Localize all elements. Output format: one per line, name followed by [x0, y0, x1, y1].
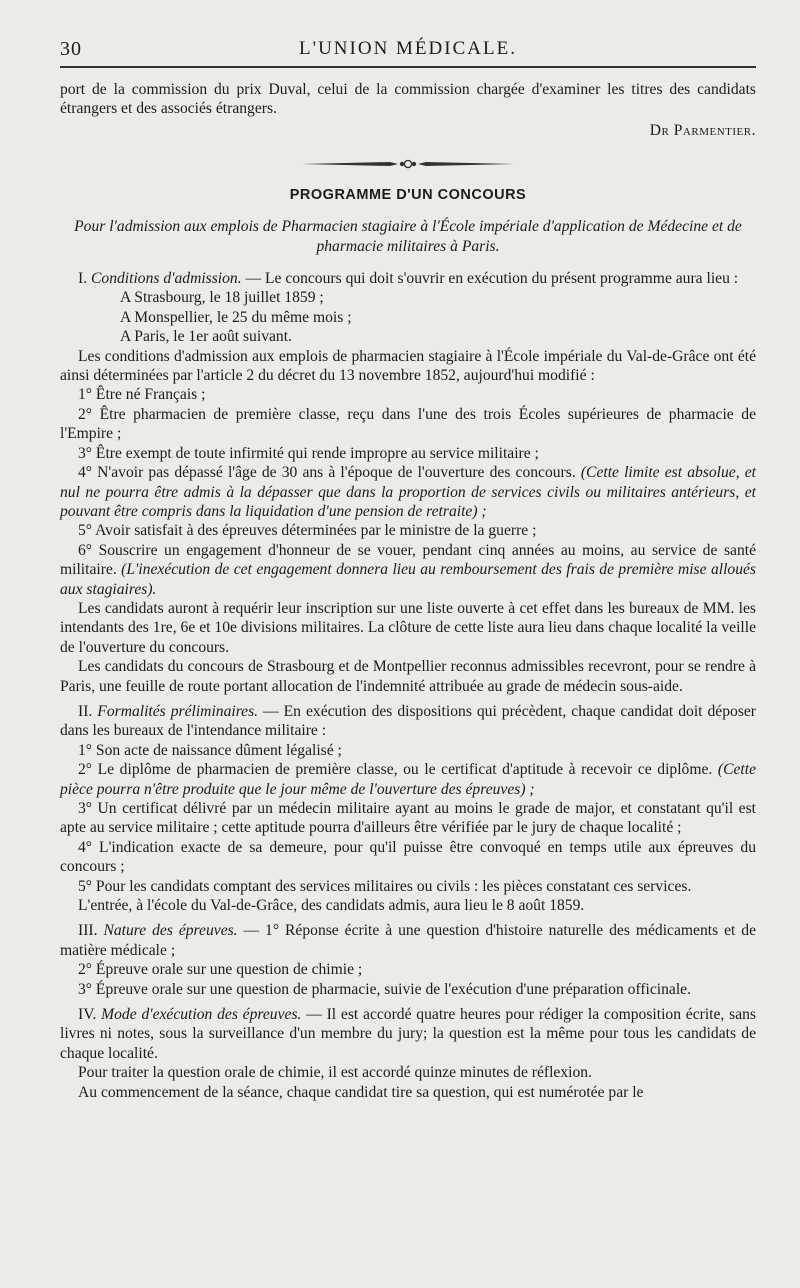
section-1-intro-text: — Le concours qui doit s'ouvrir en exécution du présent programme aura lieu : [241, 270, 739, 288]
condition-4-note: (Cette limite est absolue, et nul ne pourra être admis à la dépasser que dans la proportion de services civils ou militaires antérieurs, et pouvant être compris dans la liquidation d'une pension de retraite) ; [60, 464, 756, 520]
conditions-paragraph: Les conditions d'admission aux emplois de pharmacien stagiaire à l'École impériale du Val-de-Grâce ont été ainsi déterminées par l'article 2 du décret du 13 novembre 1852, aujourd'hui modifié : [60, 347, 756, 385]
condition-5: 5° Avoir satisfait à des épreuves déterminées par le ministre de la guerre ; [78, 522, 537, 540]
entry-paragraph: L'entrée, à l'école du Val-de-Grâce, des candidats admis, aura lieu le 8 août 1859. [78, 897, 585, 915]
condition-4-text: 4° N'avoir pas dépassé l'âge de 30 ans à l'époque de l'ouverture des concours. [78, 464, 581, 482]
inscription-paragraph: Les candidats auront à requérir leur inscription sur une liste ouverte à cet effet dans les bureaux de MM. les intendants des 1re, 6e et 10e divisions militaires. La clôture de cette liste aura lieu dans chaque localité la veille de l'ouverture du concours. [60, 599, 756, 656]
header-rule [60, 66, 756, 68]
section-4-title: Mode d'exécution des épreuves. [101, 1006, 302, 1024]
signature: Dr Parmentier. [649, 121, 756, 139]
document-1: 1° Son acte de naissance dûment légalisé ; [78, 741, 342, 759]
condition-6-text: 6° Souscrire un engagement d'honneur de se vouer, pendant cinq années au moins, au service de santé militaire. [60, 541, 756, 579]
place-strasbourg: A Strasbourg, le 18 juillet 1859 ; [120, 289, 324, 307]
section-1-title: Conditions d'admission. [91, 270, 242, 288]
condition-1: 1° Être né Français ; [78, 386, 206, 404]
running-title: L'UNION MÉDICALE. [299, 38, 517, 59]
section-4-paragraph-3: Au commencement de la séance, chaque candidat tire sa question, qui est numérotée par le [78, 1083, 644, 1101]
document-2-text: 2° Le diplôme de pharmacien de première classe, ou le certificat d'aptitude à recevoir ce diplôme. [78, 761, 718, 779]
document-4: 4° L'indication exacte de sa demeure, pour qu'il puisse être convoqué en temps utile aux épreuves du concours ; [60, 838, 756, 876]
section-3-intro [60, 921, 756, 960]
place-paris: A Paris, le 1er août suivant. [120, 328, 292, 346]
document-3: 3° Un certificat délivré par un médecin militaire ayant au moins le grade de major, et constatant qu'il est apte au service militaire ; cette aptitude pourra d'ailleurs être vérifiée par le jury de chaque localité ; [60, 800, 756, 837]
section-4-intro [60, 1005, 756, 1063]
section-4-paragraph-1: — Il est accordé quatre heures pour rédiger la composition écrite, sans livres ni notes, sous la surveillance d'un membre du jury; la question est la même pour tous les candidats de chaque localité. [60, 1006, 756, 1062]
condition-6 [60, 541, 756, 599]
section-2-number: II. [78, 702, 93, 720]
route-paragraph: Les candidats du concours de Strasbourg et de Montpellier reconnus admissibles recevront, pour se rendre à Paris, une feuille de route portant allocation de l'indemnité attribuée au grade de médecin sous-aide. [60, 658, 756, 695]
exam-3: 3° Épreuve orale sur une question de pharmacie, suivie de l'exécution d'une préparation officinale. [78, 980, 691, 998]
document-2-note: (Cette pièce pourra n'être produite que le jour même de l'ouverture des épreuves) ; [60, 761, 756, 798]
condition-3: 3° Être exempt de toute infirmité qui rende impropre au service militaire ; [78, 444, 539, 462]
preceding-paragraph: port de la commission du prix Duval, celui de la commission chargée d'examiner les titres des candidats étrangers et des associés étrangers. [60, 81, 756, 118]
exam-1: — 1° Réponse écrite à une question d'histoire naturelle des médicaments et de matière médicale ; [60, 922, 756, 959]
condition-6-note: (L'inexécution de cet engagement donnera lieu au remboursement des frais de première mise alloués aux stagiaires). [60, 561, 757, 598]
place-montpellier: A Monspellier, le 25 du même mois ; [120, 308, 352, 326]
body-text [60, 80, 756, 1102]
document-2 [60, 760, 756, 799]
document-5: 5° Pour les candidats comptant des services militaires ou civils : les pièces constatant ces services. [78, 877, 692, 895]
section-4-number: IV. [78, 1006, 97, 1024]
program-title: PROGRAMME D'UN CONCOURS [289, 186, 527, 203]
condition-4 [60, 463, 756, 521]
section-3-number: III. [78, 922, 98, 940]
ornament-graphic [298, 158, 518, 170]
section-1-number: I. [78, 270, 88, 288]
section-3-title: Nature des épreuves. [103, 922, 238, 940]
condition-2: 2° Être pharmacien de première classe, reçu dans l'une des trois Écoles supérieures de pharmacie de l'Empire ; [60, 405, 756, 443]
page-number: 30 [60, 38, 82, 60]
section-2-intro [60, 702, 756, 741]
section-1-intro [60, 269, 756, 288]
section-4-paragraph-2: Pour traiter la question orale de chimie, il est accordé quinze minutes de réflexion. [78, 1064, 592, 1082]
divider-ornament [60, 156, 756, 175]
exam-2: 2° Épreuve orale sur une question de chimie ; [78, 961, 363, 979]
page-header [60, 0, 756, 60]
section-2-title: Formalités préliminaires. [97, 702, 259, 720]
section-2-intro-text: — En exécution des dispositions qui précèdent, chaque candidat doit déposer dans les bureaux de l'intendance militaire : [60, 702, 756, 740]
program-subtitle: Pour l'admission aux emplois de Pharmacien stagiaire à l'École impériale d'application de Médecine et de pharmacie militaires à Paris. [74, 218, 742, 256]
